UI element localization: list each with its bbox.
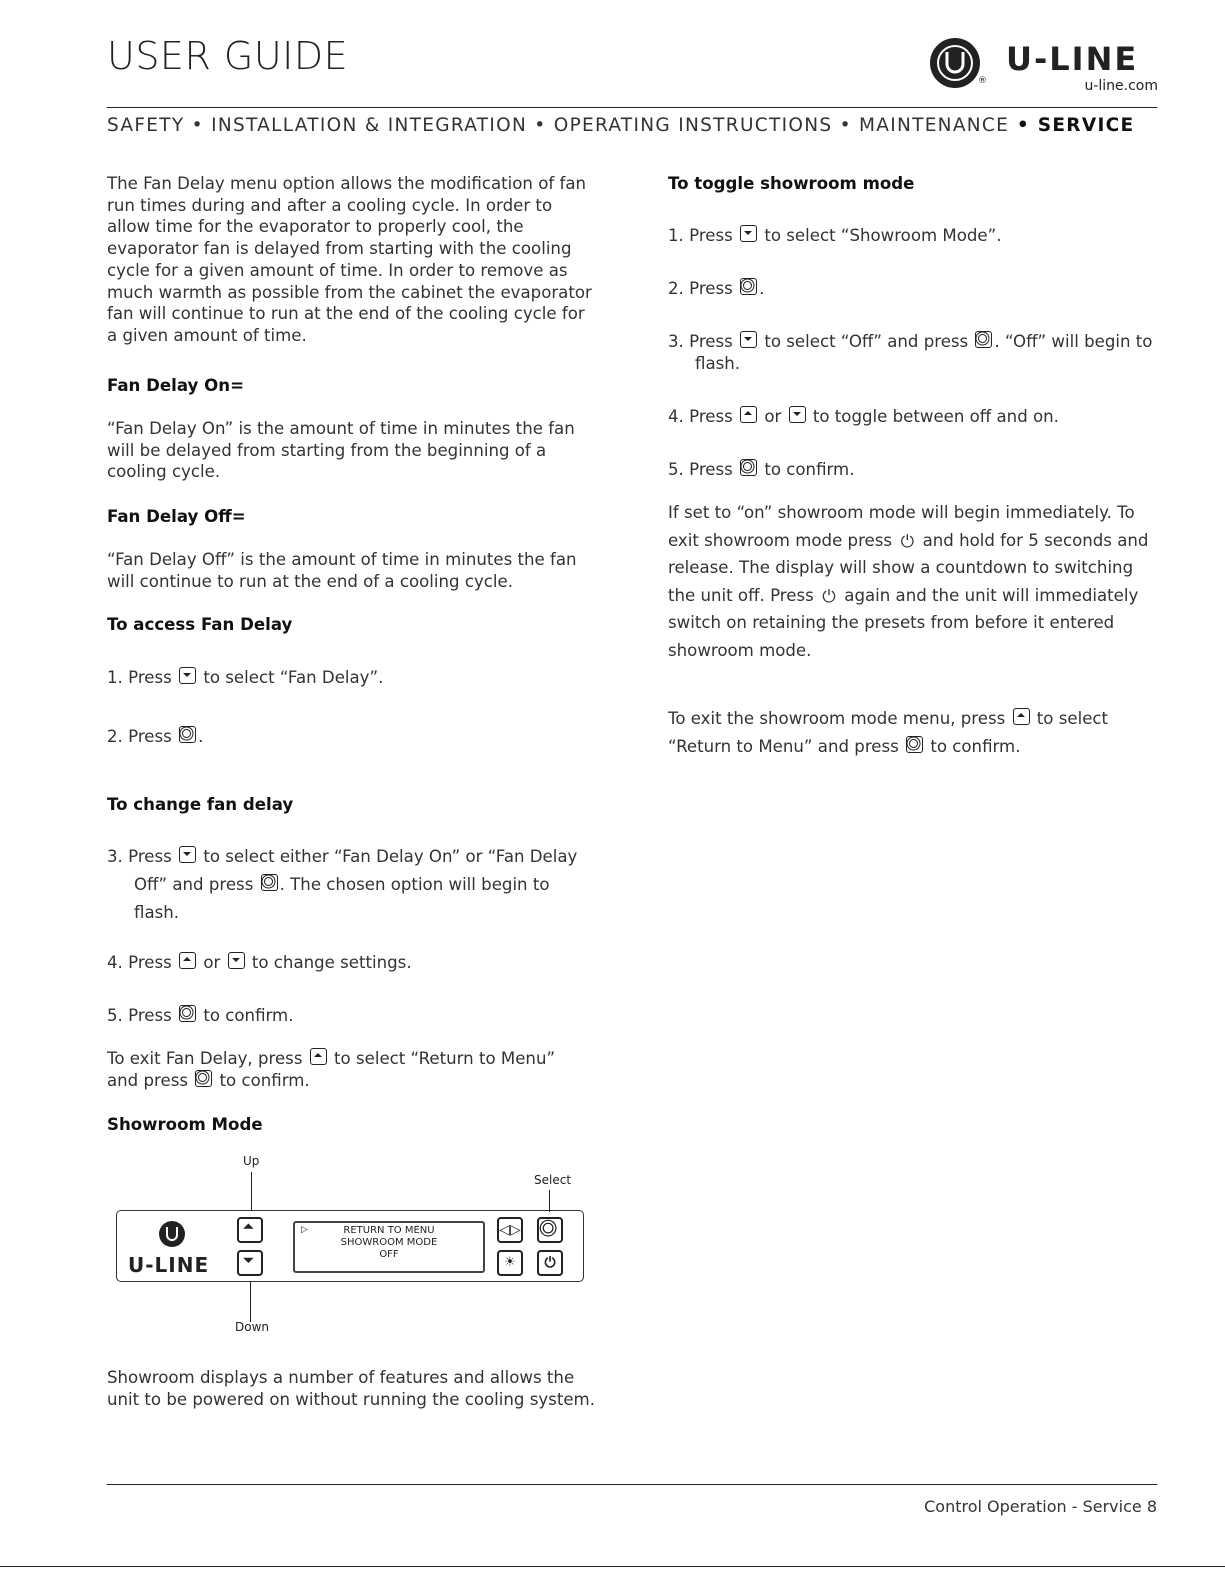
text-run: 1. Press bbox=[668, 226, 739, 245]
control-panel bbox=[116, 1210, 584, 1282]
select-button-icon bbox=[179, 726, 196, 743]
text-run: to select “Showroom Mode”. bbox=[759, 226, 1002, 245]
select-button-icon bbox=[906, 736, 923, 753]
showroom-on-text bbox=[668, 499, 1163, 665]
power-button-icon: ⏻ bbox=[822, 586, 836, 607]
panel-logo-word: U-LINE bbox=[128, 1253, 210, 1277]
text-run: to toggle between off and on. bbox=[807, 407, 1059, 426]
panel-logo-icon bbox=[157, 1219, 187, 1249]
u-line-logo-icon bbox=[928, 36, 988, 96]
up-button[interactable] bbox=[237, 1217, 263, 1243]
section-nav bbox=[107, 115, 1157, 136]
access-step-1 bbox=[107, 667, 597, 689]
text-run: 4. Press bbox=[668, 407, 739, 426]
exit-showroom-text bbox=[668, 705, 1138, 760]
up-button-icon bbox=[310, 1048, 327, 1065]
footer-page-label: Control Operation - Service 8 bbox=[924, 1497, 1157, 1516]
footer-divider bbox=[107, 1484, 1157, 1485]
logo-url: u-line.com bbox=[1084, 78, 1158, 94]
select-button-icon bbox=[195, 1070, 212, 1087]
screen-line-1: RETURN TO MENU bbox=[343, 1225, 435, 1236]
text-run: to confirm. bbox=[214, 1070, 310, 1090]
text-run: . The chosen option will begin to flash. bbox=[134, 875, 550, 922]
down-button-icon bbox=[789, 406, 806, 423]
text-run: or bbox=[198, 953, 226, 972]
nav-sep: • bbox=[527, 115, 554, 136]
light-button[interactable] bbox=[497, 1250, 523, 1276]
power-icon: ⏻ bbox=[544, 1255, 556, 1271]
nav-maintenance: MAINTENANCE bbox=[858, 115, 1010, 136]
text-run: . bbox=[759, 279, 765, 298]
power-button[interactable] bbox=[537, 1250, 563, 1276]
text-run: If set to “on” showroom mode will begin immediately. To exit showroom mode press bbox=[668, 503, 1135, 550]
toggle-step-2 bbox=[668, 278, 1163, 300]
screen-line-3: OFF bbox=[379, 1249, 399, 1260]
toggle-step-4 bbox=[668, 406, 1163, 428]
select-label: Select bbox=[534, 1173, 572, 1187]
text-run: “Fan Delay Off” is the amount of time in minutes the fan will continue to run at the end of a cooling cycle. bbox=[107, 550, 577, 591]
toggle-step-3 bbox=[668, 331, 1163, 374]
text-run: to confirm. bbox=[925, 736, 1021, 756]
select-button-icon bbox=[740, 459, 757, 476]
fan-delay-on-text bbox=[107, 418, 587, 483]
text-run: 5. Press bbox=[107, 1006, 178, 1025]
fan-delay-on-heading: Fan Delay On= bbox=[107, 376, 244, 395]
down-button-icon bbox=[740, 225, 757, 242]
nav-sep: • bbox=[1009, 115, 1038, 136]
nav-operating: OPERATING INSTRUCTIONS bbox=[553, 115, 833, 136]
power-button-icon: ⏻ bbox=[900, 531, 915, 552]
text-run: 3. Press bbox=[668, 332, 739, 351]
nav-sep: • bbox=[832, 115, 859, 136]
toggle-showroom-heading: To toggle showroom mode bbox=[668, 174, 915, 193]
text-run: to select “Off” and press bbox=[759, 332, 974, 351]
intro-paragraph bbox=[107, 173, 597, 347]
change-step-4 bbox=[107, 952, 597, 974]
up-button-icon bbox=[179, 952, 196, 969]
text-run: 5. Press bbox=[668, 460, 739, 479]
down-button-icon bbox=[179, 667, 196, 684]
select-button-icon bbox=[975, 331, 992, 348]
text-run: to select either “Fan Delay On” or “Fan Delay Off” and press bbox=[134, 847, 578, 894]
text-run: To exit the showroom mode menu, press bbox=[668, 709, 1011, 728]
toggle-step-1 bbox=[668, 225, 1163, 247]
text-run: To exit Fan Delay, press bbox=[107, 1049, 308, 1068]
showroom-description bbox=[107, 1367, 597, 1410]
down-button-icon bbox=[740, 331, 757, 348]
down-callout-line bbox=[250, 1282, 251, 1322]
select-button-icon bbox=[261, 874, 278, 891]
showroom-mode-heading: Showroom Mode bbox=[107, 1115, 263, 1134]
select-target-icon bbox=[540, 1220, 560, 1240]
brand-logo bbox=[928, 36, 1160, 96]
page-bottom-edge bbox=[0, 1566, 1225, 1567]
fan-delay-off-heading: Fan Delay Off= bbox=[107, 507, 246, 526]
cursor-arrow-icon: ▷ bbox=[301, 1225, 308, 1235]
nav-service-active: SERVICE bbox=[1037, 115, 1135, 136]
select-button-icon bbox=[179, 1005, 196, 1022]
nav-installation: INSTALLATION & INTEGRATION bbox=[211, 115, 528, 136]
header-divider bbox=[107, 107, 1157, 108]
select-button-icon bbox=[740, 278, 757, 295]
down-button[interactable] bbox=[237, 1250, 263, 1276]
text-run: to confirm. bbox=[759, 460, 855, 479]
text-run: 2. Press bbox=[107, 727, 178, 746]
text-run: . bbox=[198, 727, 204, 746]
toggle-step-5 bbox=[668, 459, 1163, 481]
text-run: 4. Press bbox=[107, 953, 178, 972]
up-button-icon bbox=[1013, 708, 1030, 725]
text-run: Showroom displays a number of features and allows the unit to be powered on without running the cooling system. bbox=[107, 1368, 595, 1409]
text-run: to change settings. bbox=[246, 953, 412, 972]
up-arrow-icon bbox=[239, 1218, 262, 1241]
up-label: Up bbox=[243, 1154, 260, 1168]
nav-safety: SAFETY bbox=[107, 115, 185, 136]
page-title: USER GUIDE bbox=[107, 34, 349, 78]
access-fan-delay-heading: To access Fan Delay bbox=[107, 615, 293, 634]
exit-fan-delay-text bbox=[107, 1048, 582, 1091]
text-run: “Fan Delay On” is the amount of time in minutes the fan will be delayed from starting from the beginning of a cooling cycle. bbox=[107, 419, 575, 482]
down-button-icon bbox=[228, 952, 245, 969]
screen-line-2: SHOWROOM MODE bbox=[340, 1237, 438, 1248]
text-run: to select “Return to Menu” and press bbox=[668, 709, 1109, 756]
text-run: to confirm. bbox=[198, 1006, 294, 1025]
change-step-5 bbox=[107, 1005, 597, 1027]
up-callout-line bbox=[251, 1172, 252, 1210]
down-button-icon bbox=[179, 846, 196, 863]
left-right-button[interactable] bbox=[497, 1217, 523, 1243]
nav-sep: • bbox=[184, 115, 212, 136]
text-run: . “Off” will begin to flash. bbox=[695, 332, 1153, 373]
display-screen bbox=[293, 1221, 485, 1273]
text-run: The Fan Delay menu option allows the modification of fan run times during and after a cooling cycle. In order to allow time for the evaporator to properly cool, the evaporator fan is delayed from starting with the cooling cycle for a given amount of time. In order to remove as much warmth as possible from the cabinet the evaporator fan will continue to run at the end of the cooling cycle for a given amount of time. bbox=[107, 174, 592, 345]
fan-delay-off-text bbox=[107, 549, 587, 592]
down-arrow-icon bbox=[239, 1251, 262, 1274]
text-run: to select “Return to Menu” and press bbox=[107, 1049, 556, 1090]
select-button[interactable] bbox=[537, 1217, 563, 1243]
text-run: 3. Press bbox=[107, 847, 178, 866]
text-run: again and the unit will immediately switch on retaining the presets from before it entered showroom mode. bbox=[668, 585, 1139, 660]
left-right-arrows-icon: ◁▷ bbox=[499, 1222, 521, 1238]
down-label: Down bbox=[235, 1320, 270, 1334]
logo-wordmark: U-LINE bbox=[1006, 40, 1139, 78]
registered-mark: ® bbox=[978, 76, 987, 86]
control-panel-diagram bbox=[107, 1150, 597, 1340]
text-run: and hold for 5 seconds and release. The display will show a countdown to switching the unit off. Press bbox=[668, 530, 1149, 605]
text-run: or bbox=[759, 407, 787, 426]
text-run: 2. Press bbox=[668, 279, 739, 298]
change-step-3 bbox=[107, 843, 597, 927]
select-callout-line bbox=[549, 1190, 550, 1212]
light-bulb-icon: ☀ bbox=[504, 1255, 516, 1270]
up-button-icon bbox=[740, 406, 757, 423]
text-run: to select “Fan Delay”. bbox=[198, 668, 384, 687]
change-fan-delay-heading: To change fan delay bbox=[107, 795, 294, 814]
access-step-2 bbox=[107, 726, 597, 748]
text-run: 1. Press bbox=[107, 668, 178, 687]
